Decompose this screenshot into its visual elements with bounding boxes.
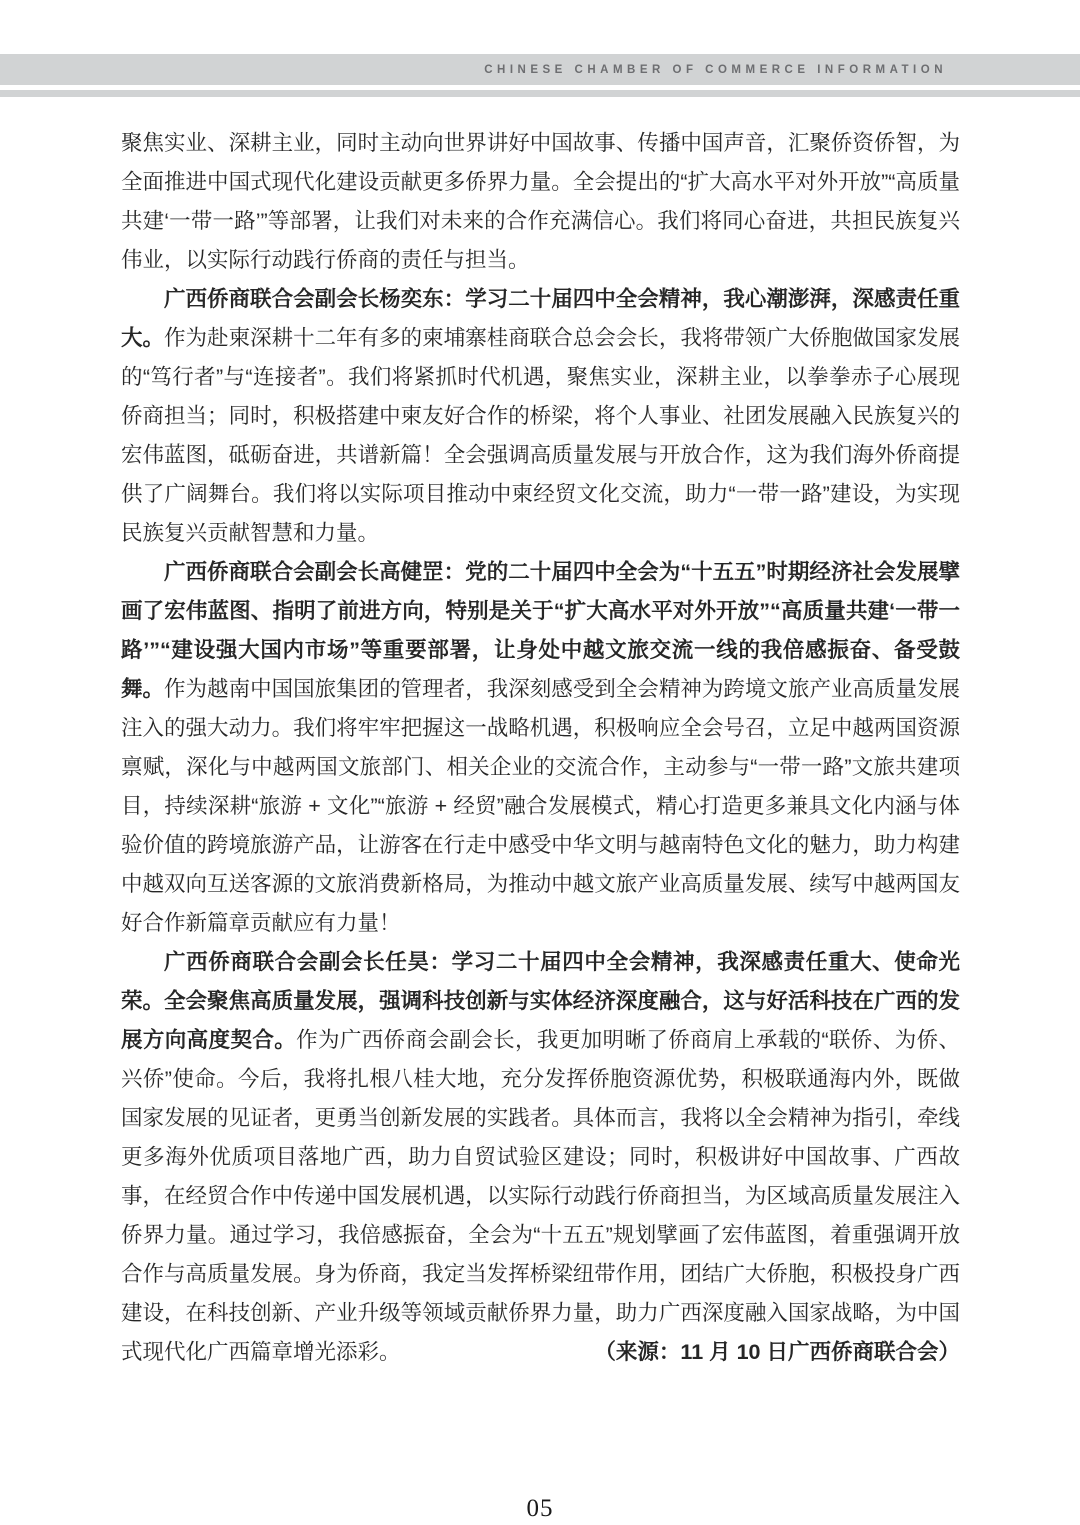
page-footer <box>0 1495 1080 1523</box>
article-body <box>121 124 960 1372</box>
paragraph-text: 作为广西侨商会副会长，我更加明晰了侨商肩上承载的“联侨、为侨、兴侨”使命。今后，我将扎根八桂大地，充分发挥侨胞资源优势，积极联通海内外，既做国家发展的见证者，更勇当创新发展的实践者。具体而言，我将以全会精神为指引，牵线更多海外优质项目落地广西，助力自贸试验区建设；同时，积极讲好中国故事、广西故事，在经贸合作中传递中国发展机遇，以实际行动践行侨商担当，为区域高质量发展注入侨界力量。通过学习，我倍感振奋，全会为“十五五”规划擘画了宏伟蓝图，着重强调开放合作与高质量发展。身为侨商，我定当发挥桥梁纽带作用，团结广大侨胞，积极投身广西建设，在科技创新、产业升级等领域贡献侨界力量，助力广西深度融入国家战略，为中国式现代化广西篇章增光添彩。 <box>121 1028 960 1364</box>
paragraph-speaker-renhao <box>121 943 960 1372</box>
speaker-lead: 广西侨商联合会副会长杨奕东：学习二十届四中全会精神，我心潮澎湃，深感责任重大。 <box>121 287 960 350</box>
paragraph-speaker-yangyidong <box>121 280 960 553</box>
paragraph-text: 聚焦实业、深耕主业，同时主动向世界讲好中国故事、传播中国声音，汇聚侨资侨智，为全面推进中国式现代化建设贡献更多侨界力量。全会提出的“扩大高水平对外开放”“高质量共建‘一带一路’”等部署，让我们对未来的合作充满信心。我们将同心奋进，共担民族复兴伟业，以实际行动践行侨商的责任与担当。 <box>121 131 960 272</box>
paragraph-speaker-gaojiangang <box>121 553 960 943</box>
header-band-title: CHINESE CHAMBER OF COMMERCE INFORMATION <box>484 63 947 76</box>
source-attribution: （来源：11 月 10 日广西侨商联合会） <box>594 1340 960 1364</box>
paragraph-text: 作为赴柬深耕十二年有多的柬埔寨桂商联合总会会长，我将带领广大侨胞做国家发展的“笃行者”与“连接者”。我们将紧抓时代机遇，聚焦实业，深耕主业，以拳拳赤子心展现侨商担当；同时，积极搭建中柬友好合作的桥梁，将个人事业、社团发展融入民族复兴的宏伟蓝图，砥砺奋进，共谱新篇！全会强调高质量发展与开放合作，这为我们海外侨商提供了广阔舞台。我们将以实际项目推动中柬经贸文化交流，助力“一带一路”建设，为实现民族复兴贡献智慧和力量。 <box>121 326 960 545</box>
header-rule <box>0 90 1080 97</box>
paragraph-continuation <box>121 124 960 280</box>
page-number: 05 <box>526 1495 554 1522</box>
page-header <box>0 54 1080 97</box>
header-band <box>0 54 1080 85</box>
speaker-lead: 广西侨商联合会副会长高健罡：党的二十届四中全会为“十五五”时期经济社会发展擘画了宏伟蓝图、指明了前进方向，特别是关于“扩大高水平对外开放”“高质量共建‘一带一路’”“建设强大国内市场”等重要部署，让身处中越文旅交流一线的我倍感振奋、备受鼓舞。 <box>121 560 960 701</box>
paragraph-text: 作为越南中国国旅集团的管理者，我深刻感受到全会精神为跨境文旅产业高质量发展注入的强大动力。我们将牢牢把握这一战略机遇，积极响应全会号召，立足中越两国资源禀赋，深化与中越两国文旅部门、相关企业的交流合作，主动参与“一带一路”文旅共建项目，持续深耕“旅游 + 文化”“旅游 + 经贸”融合发展模式，精心打造更多兼具文化内涵与体验价值的跨境旅游产品，让游客在行走中感受中华文明与越南特色文化的魅力，助力构建中越双向互送客源的文旅消费新格局，为推动中越文旅产业高质量发展、续写中越两国友好合作新篇章贡献应有力量！ <box>121 677 960 935</box>
speaker-lead: 广西侨商联合会副会长任昊：学习二十届四中全会精神，我深感责任重大、使命光荣。全会聚焦高质量发展，强调科技创新与实体经济深度融合，这与好活科技在广西的发展方向高度契合。 <box>121 950 960 1052</box>
